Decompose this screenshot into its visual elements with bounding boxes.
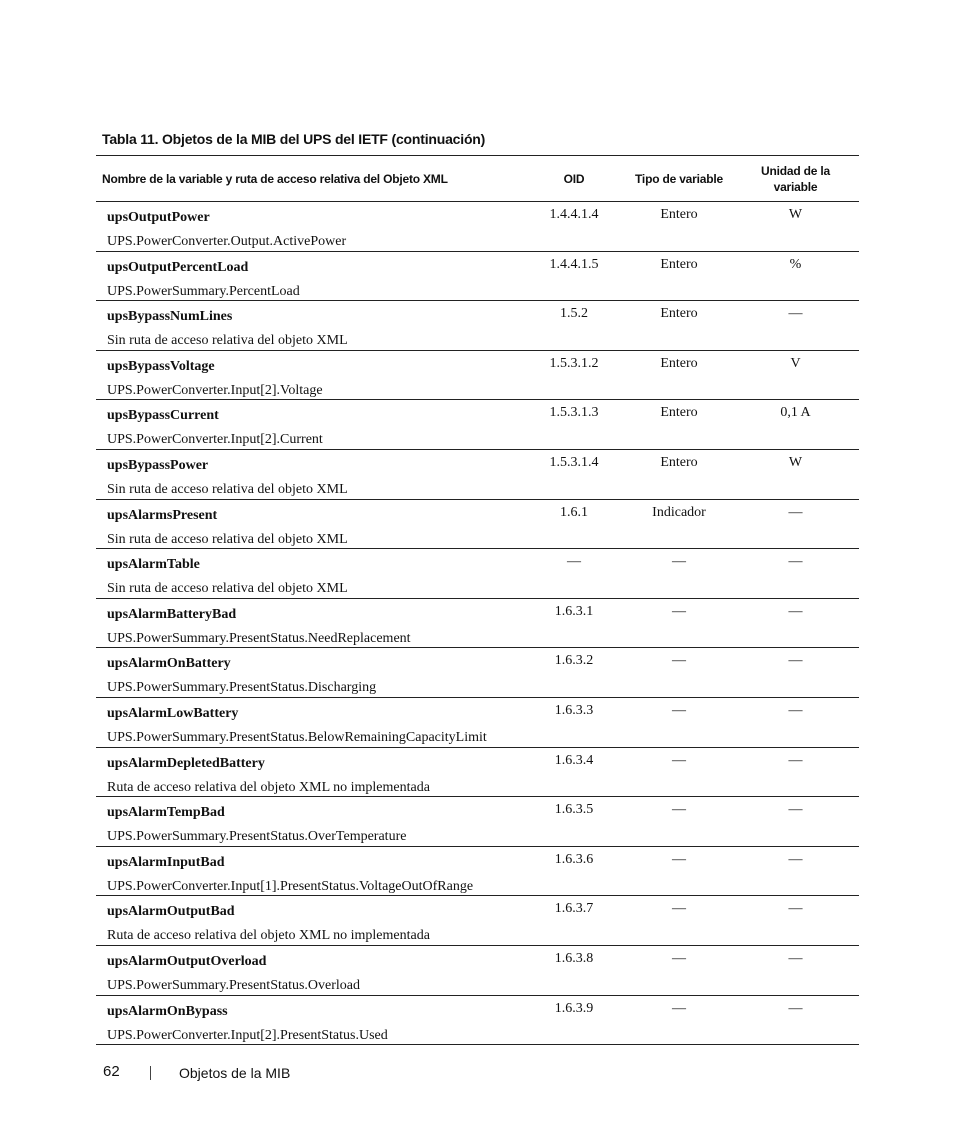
type-cell: —	[672, 554, 686, 570]
type-cell: —	[672, 901, 686, 917]
type-cell: —	[672, 851, 686, 867]
variable-name: upsOutputPercentLoad	[107, 259, 249, 275]
xml-path: UPS.PowerConverter.Input[2].Voltage	[107, 382, 323, 398]
table-row	[96, 549, 859, 599]
variable-name: upsOutputPower	[107, 210, 210, 225]
variable-cell	[96, 450, 522, 499]
type-cell: —	[672, 802, 686, 818]
variable-name: upsAlarmOnBattery	[107, 656, 231, 672]
table-row	[96, 946, 859, 996]
type-cell: Indicador	[652, 504, 706, 520]
variable-name: upsAlarmOutputBad	[107, 904, 235, 920]
variable-cell	[96, 847, 522, 896]
table-row	[96, 797, 859, 847]
unit-cell: —	[788, 802, 803, 818]
variable-cell	[96, 896, 522, 945]
oid-cell: 1.5.3.1.2	[549, 355, 599, 371]
oid-cell: 1.5.2	[560, 306, 588, 322]
oid-cell: 1.5.3.1.3	[549, 405, 599, 421]
type-cell: Entero	[660, 405, 698, 421]
table-body	[96, 202, 859, 1045]
variable-cell	[96, 996, 522, 1045]
variable-cell	[96, 797, 522, 846]
unit-cell: —	[788, 1000, 803, 1016]
table-row	[96, 847, 859, 897]
table-row	[96, 996, 859, 1046]
table-row	[96, 599, 859, 649]
variable-cell	[96, 202, 522, 251]
unit-cell: —	[788, 603, 803, 619]
oid-cell: —	[567, 554, 581, 570]
xml-path: Sin ruta de acceso relativa del objeto XML	[107, 581, 348, 597]
variable-cell	[96, 599, 522, 648]
unit-cell: —	[788, 950, 803, 966]
unit-cell: —	[788, 851, 803, 867]
unit-cell: %	[789, 256, 802, 272]
variable-cell	[96, 252, 522, 301]
header-oid: OID	[563, 171, 585, 186]
oid-cell: 1.4.4.1.5	[549, 256, 599, 272]
xml-path: UPS.PowerConverter.Input[1].PresentStatus.VoltageOutOfRange	[107, 878, 474, 894]
xml-path: Sin ruta de acceso relativa del objeto XML	[107, 333, 348, 349]
oid-cell: 1.6.3.4	[554, 752, 594, 768]
table-caption: Tabla 11. Objetos de la MIB del UPS del IETF (continuación)	[102, 131, 486, 147]
oid-cell: 1.6.3.2	[554, 653, 594, 669]
page-number: 62	[103, 1063, 120, 1080]
type-cell: Entero	[660, 256, 698, 272]
mib-objects-table	[96, 155, 859, 1045]
type-cell: —	[672, 702, 686, 718]
unit-cell: —	[788, 554, 803, 570]
variable-cell	[96, 400, 522, 449]
variable-name: upsBypassCurrent	[107, 408, 219, 424]
unit-cell: —	[788, 702, 803, 718]
type-cell: —	[672, 1000, 686, 1016]
variable-cell	[96, 946, 522, 995]
unit-cell: —	[788, 504, 803, 520]
xml-path: UPS.PowerConverter.Output.ActivePower	[107, 234, 347, 249]
xml-path: Sin ruta de acceso relativa del objeto XML	[107, 531, 348, 547]
table-row	[96, 202, 859, 252]
unit-cell: V	[790, 355, 801, 371]
variable-cell	[96, 351, 522, 400]
type-cell: Entero	[660, 306, 698, 322]
oid-cell: 1.6.3.1	[554, 603, 594, 619]
variable-name: upsAlarmOutputOverload	[107, 953, 267, 969]
oid-cell: 1.4.4.1.4	[549, 207, 599, 222]
header-unit: Unidad de la variable	[761, 163, 830, 194]
unit-cell: W	[788, 207, 803, 222]
variable-name: upsAlarmLowBattery	[107, 705, 239, 721]
variable-name: upsAlarmTempBad	[107, 805, 225, 821]
variable-name: upsAlarmTable	[107, 557, 200, 573]
type-cell: —	[672, 950, 686, 966]
unit-cell: W	[788, 454, 803, 470]
table-row	[96, 301, 859, 351]
type-cell: Entero	[660, 207, 698, 222]
oid-cell: 1.6.3.8	[554, 950, 594, 966]
table-row	[96, 500, 859, 550]
xml-path: UPS.PowerSummary.PresentStatus.NeedReplacement	[107, 630, 411, 646]
unit-cell: —	[788, 306, 803, 322]
oid-cell: 1.6.3.7	[554, 901, 594, 917]
type-cell: Entero	[660, 454, 698, 470]
xml-path: UPS.PowerSummary.PresentStatus.OverTemperature	[107, 829, 407, 845]
table-row	[96, 648, 859, 698]
type-cell: —	[672, 603, 686, 619]
page-footer	[0, 1063, 954, 1085]
oid-cell: 1.5.3.1.4	[549, 454, 599, 470]
variable-name: upsBypassPower	[107, 457, 209, 473]
variable-name: upsAlarmOnBypass	[107, 1003, 228, 1019]
header-name: Nombre de la variable y ruta de acceso relativa del Objeto XML	[102, 171, 448, 186]
type-cell: Entero	[660, 355, 698, 371]
unit-cell: —	[788, 752, 803, 768]
table-row	[96, 450, 859, 500]
type-cell: —	[672, 653, 686, 669]
table-row	[96, 351, 859, 401]
variable-name: upsBypassNumLines	[107, 309, 233, 325]
xml-path: UPS.PowerSummary.PresentStatus.Overload	[107, 977, 361, 993]
variable-cell	[96, 748, 522, 797]
variable-name: upsBypassVoltage	[107, 358, 215, 374]
xml-path: UPS.PowerConverter.Input[2].Current	[107, 432, 323, 448]
variable-cell	[96, 549, 522, 598]
variable-cell	[96, 500, 522, 549]
unit-cell: —	[788, 653, 803, 669]
xml-path: UPS.PowerSummary.PresentStatus.BelowRemainingCapacityLimit	[107, 729, 487, 745]
xml-path: Ruta de acceso relativa del objeto XML no implementada	[107, 779, 430, 795]
unit-cell: 0,1 A	[780, 405, 811, 421]
table-row	[96, 896, 859, 946]
footer-divider	[150, 1066, 151, 1080]
variable-name: upsAlarmBatteryBad	[107, 606, 237, 622]
xml-path: UPS.PowerConverter.Input[2].PresentStatus.Used	[107, 1027, 388, 1043]
variable-cell	[96, 301, 522, 350]
variable-cell	[96, 648, 522, 697]
table-row	[96, 698, 859, 748]
header-type: Tipo de variable	[635, 171, 723, 186]
variable-cell	[96, 698, 522, 747]
type-cell: —	[672, 752, 686, 768]
oid-cell: 1.6.3.6	[554, 851, 594, 867]
oid-cell: 1.6.3.3	[554, 702, 594, 718]
table-row	[96, 400, 859, 450]
variable-name: upsAlarmsPresent	[107, 507, 218, 523]
xml-path: Ruta de acceso relativa del objeto XML no implementada	[107, 928, 430, 944]
table-row	[96, 252, 859, 302]
xml-path: UPS.PowerSummary.PresentStatus.Discharging	[107, 680, 377, 696]
variable-name: upsAlarmInputBad	[107, 854, 225, 870]
xml-path: UPS.PowerSummary.PercentLoad	[107, 283, 300, 299]
oid-cell: 1.6.3.9	[554, 1000, 594, 1016]
xml-path: Sin ruta de acceso relativa del objeto XML	[107, 481, 348, 497]
oid-cell: 1.6.1	[560, 504, 588, 520]
oid-cell: 1.6.3.5	[554, 802, 594, 818]
variable-name: upsAlarmDepletedBattery	[107, 755, 265, 771]
table-header	[96, 156, 859, 202]
table-row	[96, 748, 859, 798]
unit-cell: —	[788, 901, 803, 917]
footer-section-title: Objetos de la MIB	[179, 1065, 291, 1081]
